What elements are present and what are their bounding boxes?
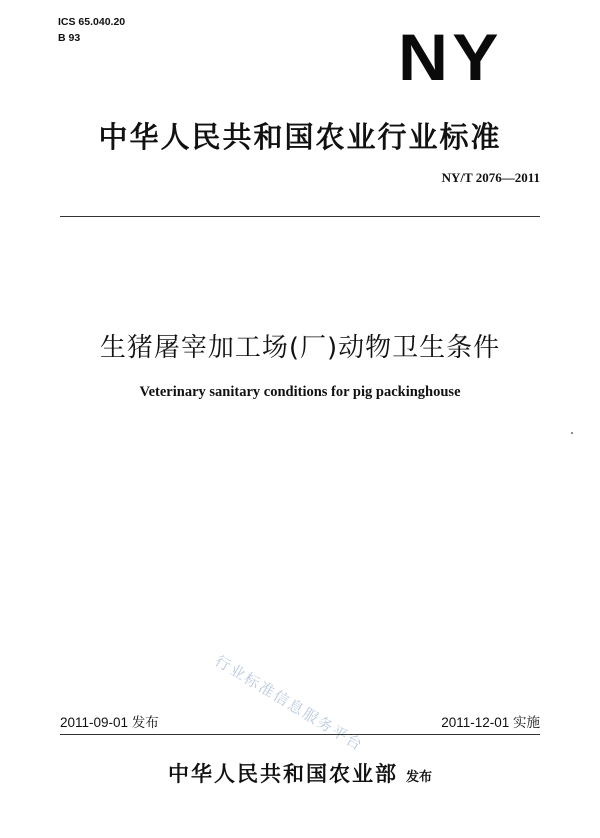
implementation-date: 2011-12-01 实施	[441, 715, 540, 730]
ccs-code: B 93	[58, 32, 81, 44]
top-divider	[60, 216, 540, 217]
ics-code: ICS 65.040.20	[58, 16, 126, 28]
standard-category-title: 中华人民共和国农业行业标准	[98, 120, 502, 154]
watermark-text: 行业标准信息服务平台	[211, 651, 367, 755]
publisher-name: 中华人民共和国农业部	[167, 762, 398, 786]
document-title-english: Veterinary sanitary conditions for pig packinghouse	[139, 384, 461, 400]
standard-number: NY/T 2076—2011	[441, 170, 540, 185]
document-title-chinese: 生猪屠宰加工场(厂)动物卫生条件	[99, 333, 501, 363]
publisher-line	[0, 758, 600, 788]
classification-codes	[58, 14, 125, 46]
standard-logo: NY	[398, 20, 503, 94]
scan-speck	[571, 432, 573, 434]
bottom-divider	[60, 734, 540, 735]
issue-date: 2011-09-01 发布	[60, 715, 159, 730]
publisher-action: 发布	[405, 770, 432, 785]
